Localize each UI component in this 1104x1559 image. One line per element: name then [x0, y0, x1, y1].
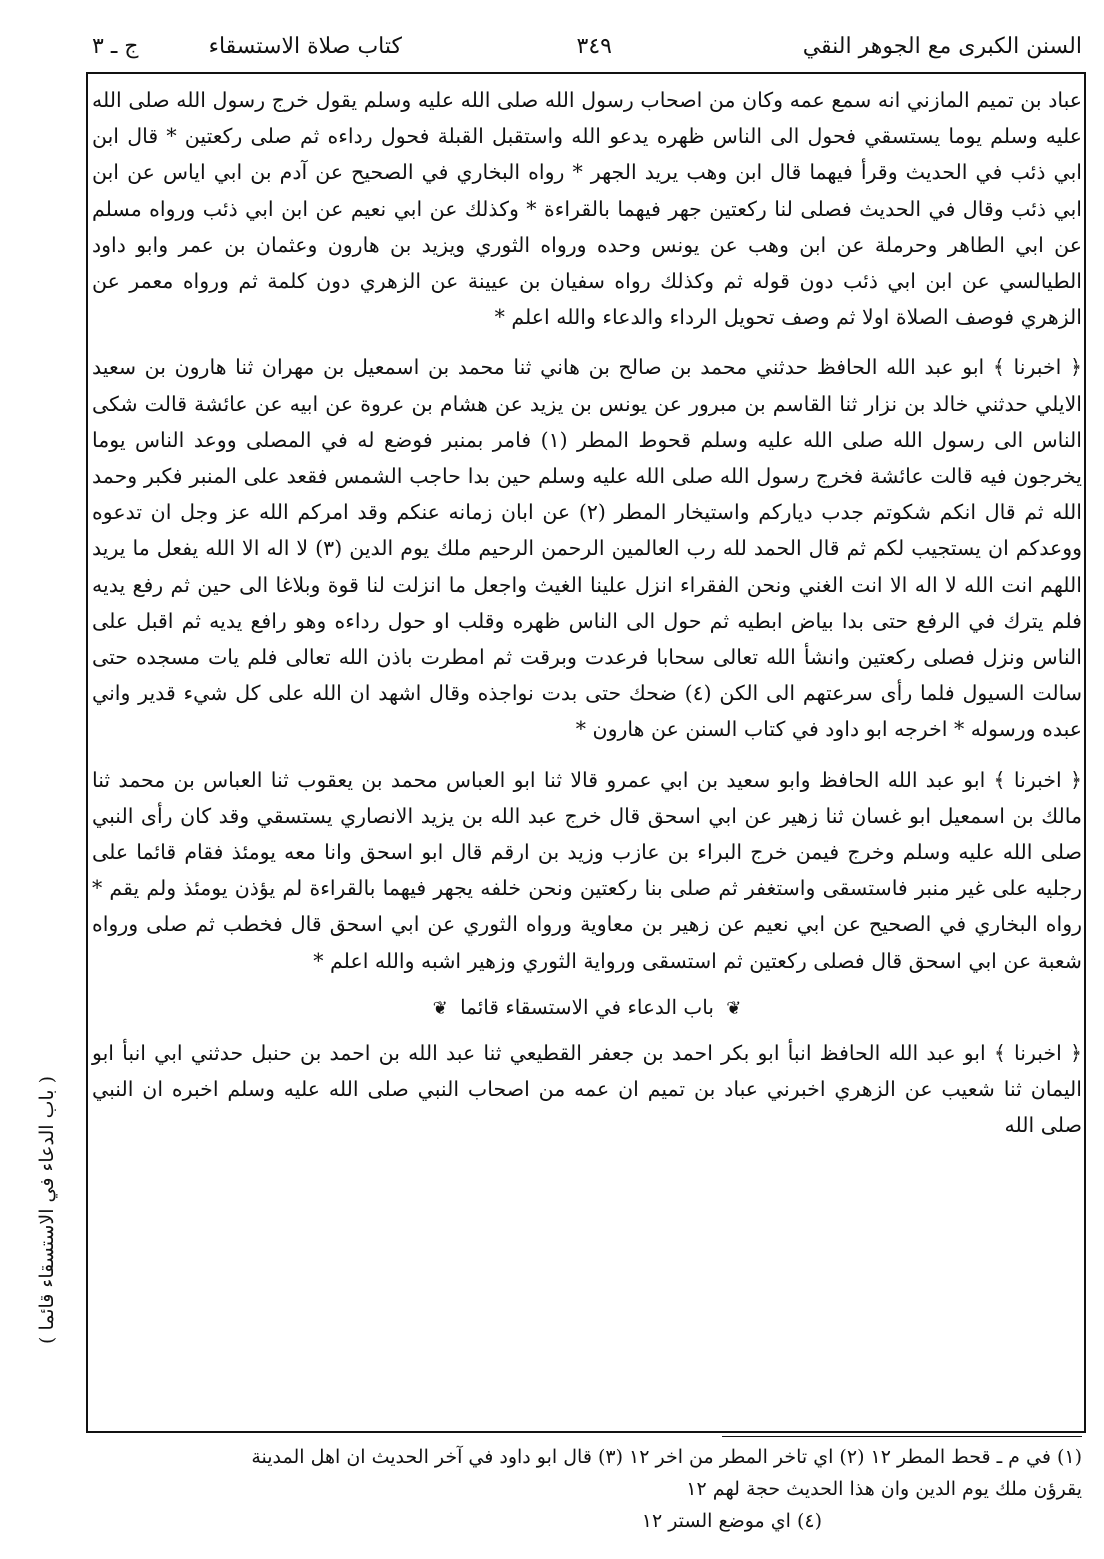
footnote-divider [722, 1436, 1082, 1437]
paragraph-3: ﴿ اخبرنا ﴾ ابو عبد الله الحافظ وابو سعيد بن ابي عمرو قالا ثنا ابو العباس محمد بن يعقوب ثنا العباس بن محمد ثنا مالك بن اسمعيل ابو غسان ثنا زهير عن ابي اسحق قال خرج عبد الله بن يزيد الانصاري يستسقي وقد كان رأى النبي صلى الله عليه وسلم وخرج فيمن خرج البراء بن عازب وزيد بن ارقم قال ابو اسحق وانا معه يومئذ فقام قائما على رجليه على غير منبر فاستسقى واستغفر ثم صلى بنا ركعتين ونحن خلفه يجهر فيهما بالقراءة لم يؤذن يومئذ ولم يقم * رواه البخاري في الصحيح عن ابي نعيم عن زهير بن معاوية ورواه الثوري عن ابي اسحق قال فخطب ثم صلى ورواه شعبة عن ابي اسحق قال فصلى ركعتين ثم استسقى ورواية الثوري وزهير اشبه والله اعلم * [92, 767, 1082, 973]
page-header [92, 24, 1082, 72]
section-heading [92, 989, 1082, 1027]
paragraph-4: ﴿ اخبرنا ﴾ ابو عبد الله الحافظ انبأ ابو بكر احمد بن جعفر القطيعي ثنا عبد الله بن احمد بن حنبل حدثني ابي انبأ ابو اليمان ثنا شعيب عن الزهري اخبرني عباد بن تميم ان عمه من اصحاب النبي صلى الله عليه وسلم اخبره ان النبي صلى الله [92, 1041, 1082, 1138]
page-number: ٣٤٩ [576, 34, 612, 59]
section-heading-text: باب الدعاء في الاستسقاء قائما [460, 994, 714, 1019]
ornament-icon: ❦ [432, 997, 448, 1019]
ornament-icon: ❦ [726, 997, 742, 1019]
footnote-line: يقرؤن ملك يوم الدين وان هذا الحديث حجة لهم ١٢ [686, 1478, 1082, 1500]
running-title: السنن الكبرى مع الجوهر النقي [802, 34, 1082, 59]
volume-label: ج ـ ٣ [92, 34, 139, 59]
paragraph-2: ﴿ اخبرنا ﴾ ابو عبد الله الحافظ حدثني محمد بن صالح بن هاني ثنا محمد بن اسمعيل بن مهران ثنا هارون بن سعيد الايلي حدثني خالد بن نزار ثنا القاسم بن مبرور عن يونس بن يزيد عن هشام بن عروة عن ابيه عن عائشة قالت شكى الناس الى رسول الله صلى الله عليه وسلم قحوط المطر (١) فامر بمنبر فوضع له في المصلى ووعد الناس يوما يخرجون فيه قالت عائشة فخرج رسول الله صلى الله عليه وسلم حين بدا حاجب الشمس فقعد على المنبر فكبر وحمد الله ثم قال انكم شكوتم جدب دياركم واستيخار المطر (٢) عن ابان زمانه عنكم وقد امركم الله عز وجل ان تدعوه ووعدكم ان يستجيب لكم ثم قال الحمد لله رب العالمين الرحمن الرحيم ملك يوم الدين (٣) لا اله الا الله يفعل ما يريد اللهم انت الله لا اله الا انت الغني ونحن الفقراء انزل علينا الغيث واجعل ما انزلت لنا قوة وبلاغا الى حين ثم رفع يديه فلم يترك في الرفع حتى بدا بياض ابطيه ثم حول الى الناس ظهره وقلب او حول رداءه وهو رافع يديه ثم اقبل على الناس ونزل فصلى ركعتين وانشأ الله تعالى سحابا فرعدت وبرقت ثم امطرت باذن الله تعالى فلم يات مسجده حتى سالت السيول فلما رأى سرعتهم الى الكن (٤) ضحك حتى بدت نواجذه وقال اشهد ان الله على كل شيء قدير واني عبده ورسوله * اخرجه ابو داود في كتاب السنن عن هارون * [92, 355, 1083, 742]
footnote-line: (٤) اي موضع الستر ١٢ [641, 1510, 822, 1532]
paragraph-1: عباد بن تميم المازني انه سمع عمه وكان من اصحاب رسول الله صلى الله عليه وسلم يقول خرج رسول الله صلى الله عليه وسلم يوما يستسقي فحول الى الناس ظهره يدعو الله واستقبل القبلة فحول رداءه ثم صلى ركعتين * قال ابن ابي ذئب في الحديث وقرأ فيهما قال ابن وهب يريد الجهر * رواه البخاري في الصحيح عن آدم بن ابي اياس عن ابن ابي ذئب وقال في الحديث فصلى لنا ركعتين جهر فيهما بالقراءة * وكذلك عن ابي نعيم عن ابن ابي ذئب ورواه مسلم عن ابي الطاهر وحرملة عن ابن وهب عن يونس وحده ورواه الثوري ويزيد بن هارون وعثمان بن عمر وابو داود الطيالسي عن ابن ابي ذئب دون قوله ثم وكذلك رواه سفيان بن عيينة عن الزهري دون كلمة ثم ورواه معمر عن الزهري فوصف الصلاة اولا ثم وصف تحويل الرداء والدعاء والله اعلم * [92, 88, 1082, 330]
footnotes [92, 1436, 1082, 1537]
book-title: كتاب صلاة الاستسقاء [208, 34, 402, 59]
footnote-line: (١) في م ـ قحط المطر ١٢ (٢) اي تاخر المطر من اخر ١٢ (٣) قال ابو داود في آخر الحديث ان اهل المدينة [251, 1446, 1082, 1468]
margin-note: ( باب الدعاء في الاستسقاء قائما ) [36, 1075, 58, 1345]
main-text [92, 82, 1082, 1144]
